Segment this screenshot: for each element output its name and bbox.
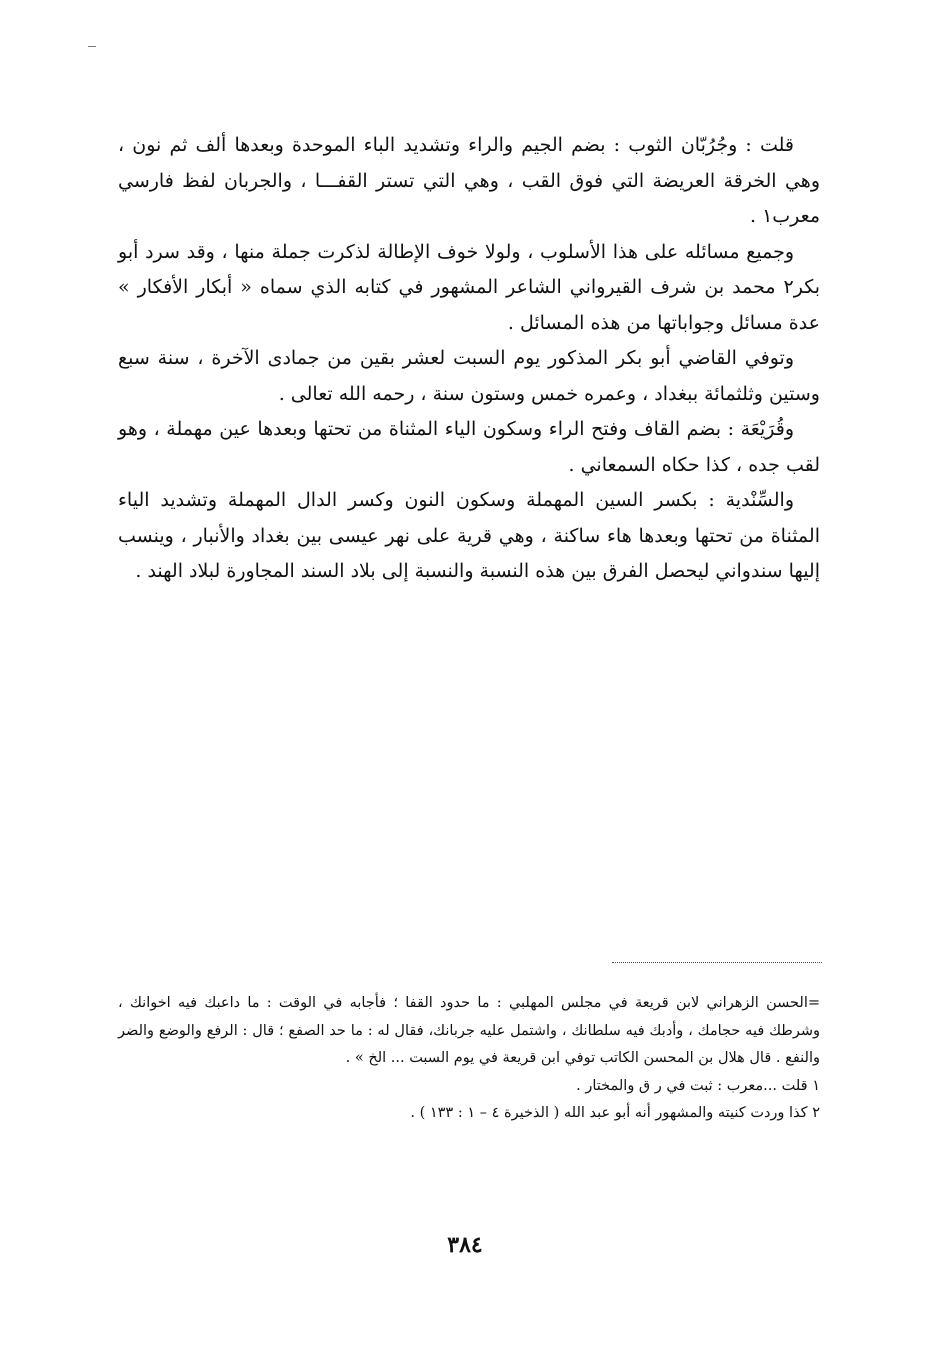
paragraph-masail: وجميع مسائله على هذا الأسلوب ، ولولا خوف الإطالة لذكرت جملة منها ، وقد سرد أبو بكر٢ محمد بن شرف القيرواني الشاعر المشهور في كتابه الذي سماه « أبكار الأفكار » عدة مسائل وجواباتها من هذه المسائل . (118, 240, 820, 334)
paragraph-wafat: وتوفي القاضي أبو بكر المذكور يوم السبت لعشر بقين من جمادى الآخرة ، سنة سبع وستين وثلثمائة ببغداد ، وعمره خمس وستون سنة ، رحمه الله تعالى . (118, 347, 820, 405)
footnotes-block (118, 990, 820, 1128)
page-number: ٣٨٤ (447, 1232, 483, 1258)
footnote-separator (612, 962, 822, 963)
footnote-continuation: =الحسن الزهراني لابن قريعة في مجلس المهلبي : ما حدود القفا ؛ فأجابه في الوقت : ما داعبك فيه اخوانك ، وشرطك فيه حجامك ، وأدبك فيه سلطانك ، واشتمل عليه جربانك، فقال له : ما حد الصفع ؛ قال : الرفع والوضع والضر والنفع . قال هلال بن المحسن الكاتب توفي ابن قريعة في يوم السبت ... الخ » . (118, 995, 820, 1066)
paragraph-jurubban: قلت : وجُرُبّان الثوب : بضم الجيم والراء وتشديد الباء الموحدة وبعدها ألف ثم نون ، وهي الخرقة العريضة التي فوق القب ، وهي التي تستر القفـــا ، والجربان لفظ فارسي معرب١ . (118, 134, 820, 227)
footnote-2: ٢ كذا وردت كنيته والمشهور أنه أبو عبد الله ( الذخيرة ٤ – ١ : ١٣٣ ) . (410, 1105, 820, 1121)
paragraph-quraya: وقُرَيْعَة : بضم القاف وفتح الراء وسكون الياء المثناة من تحتها وبعدها عين مهملة ، وهو لقب جده ، كذا حكاه السمعاني . (118, 418, 820, 476)
paragraph-sindiyya: والسِّنْدية : بكسر السين المهملة وسكون النون وكسر الدال المهملة وتشديد الياء المثناة من تحتها وبعدها هاء ساكنة ، وهي قرية على نهر عيسى بين بغداد والأنبار ، وينسب إليها سندواني ليحصل الفرق بين هذه النسبة والنسبة إلى بلاد السند المجاورة لبلاد الهند . (118, 489, 820, 582)
footnote-1: ١ قلت ...معرب : ثبت في ر ق والمختار . (576, 1077, 820, 1094)
scan-mark (88, 46, 96, 47)
main-text-block (118, 128, 820, 590)
